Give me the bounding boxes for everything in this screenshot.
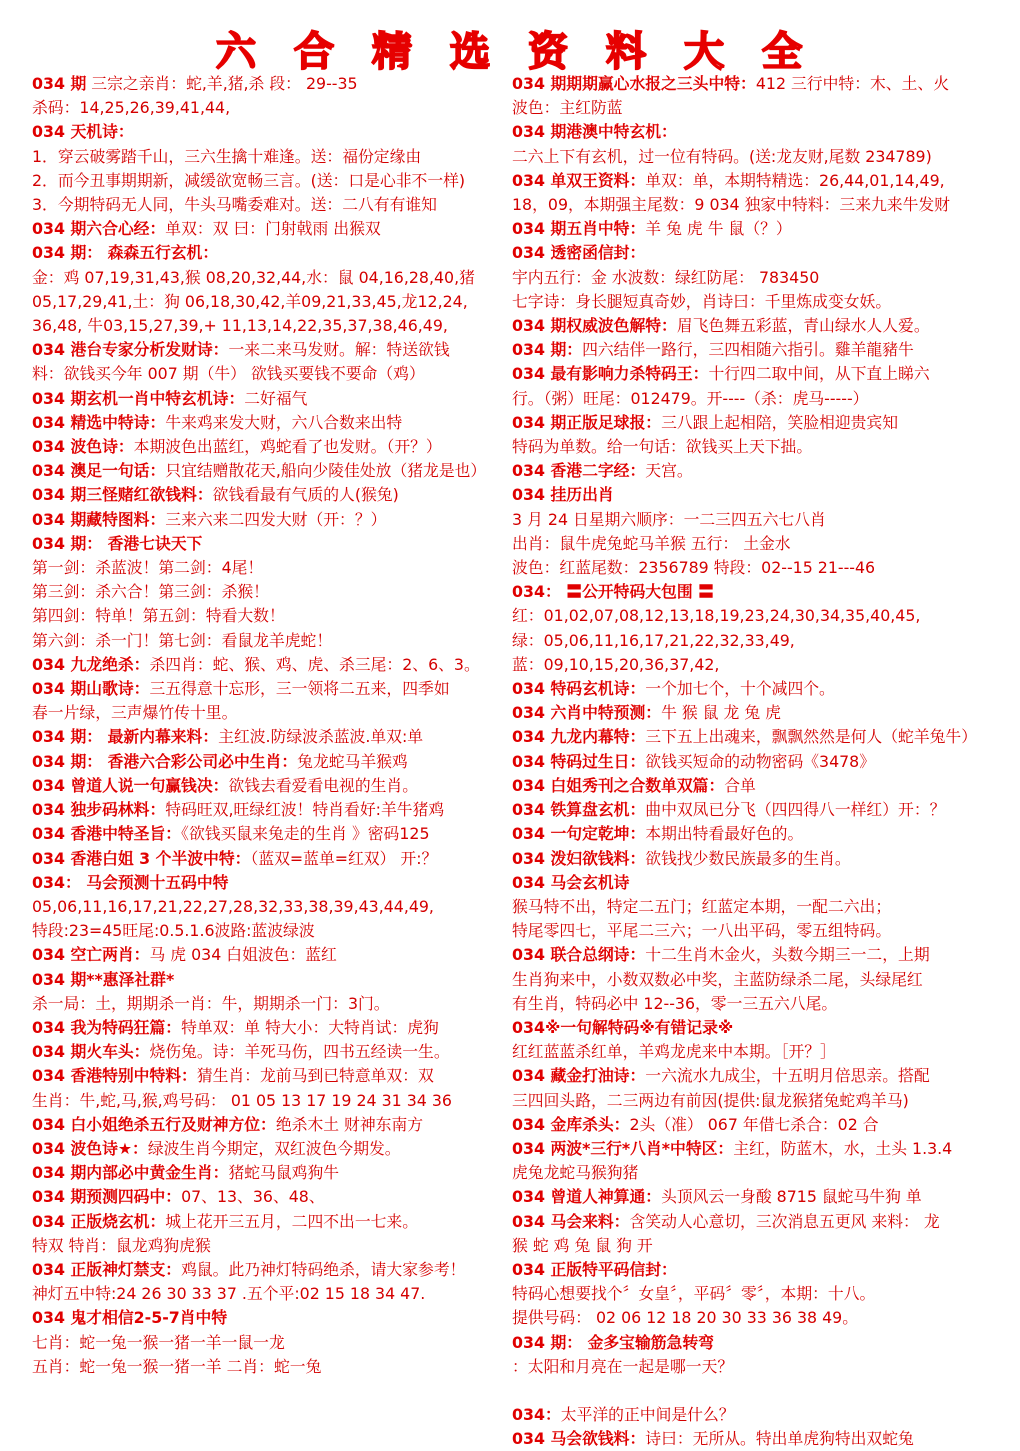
line-text: 412 三行中特：木、土、火 — [755, 74, 949, 93]
line-text: 一个加七个，十个减四个。 — [645, 679, 835, 699]
line-text: 3．今期特码无人同，牛头马嘴委难对。送：二八有有谁知 — [32, 195, 437, 215]
text-line — [32, 217, 524, 241]
line-text: 鸡鼠。此乃神灯特码绝杀，请大家参考！ — [181, 1259, 466, 1279]
text-line — [512, 241, 992, 265]
line-heading: 034 金库杀头： — [512, 1114, 630, 1134]
text-line — [32, 677, 524, 701]
text-line — [512, 459, 992, 483]
text-line — [512, 1427, 992, 1451]
line-text: 牛 猴 鼠 龙 兔 虎 — [661, 703, 781, 723]
line-text: 只宜结赠散花天,船向少陵佳处放（猪龙是也） — [165, 461, 487, 481]
line-heading: 034 一句定乾坤： — [512, 824, 646, 844]
line-heading: 034 九龙绝杀： — [32, 654, 150, 674]
line-text: 特码旺双,旺绿红波！特肖看好:羊牛猪鸡 — [165, 800, 445, 820]
line-text: 羊 兔 虎 牛 鼠（？） — [645, 219, 792, 239]
text-line — [32, 193, 524, 217]
line-text: 1．穿云破雾踏千山，三六生擒十难逢。送：福份定缘由 — [32, 146, 422, 166]
line-heading: 034 挂历出肖 — [512, 485, 614, 505]
text-line — [32, 483, 524, 507]
text-line — [32, 750, 524, 774]
text-line — [512, 847, 992, 871]
text-line — [512, 1306, 992, 1330]
line-text: 牛来鸡来发大财，六八合数来出特 — [165, 412, 403, 432]
line-text: 一六流水九成尘，十五明月倍思亲。搭配 — [645, 1066, 930, 1086]
line-heading: 034 期： 香港六合彩公司必中生肖： — [32, 751, 298, 771]
line-heading: 034 马会欲钱料： — [512, 1429, 646, 1449]
text-line — [512, 266, 992, 290]
line-text: 绝杀木土 财神东南方 — [275, 1114, 424, 1134]
line-heading: 034 马会来料： — [512, 1211, 630, 1231]
line-text: 欲钱买短命的动物密码《3478》 — [645, 751, 876, 771]
text-line — [32, 968, 524, 992]
line-text: 特码为单数。给一句话：欲钱买上天下拙。 — [512, 437, 813, 457]
text-line — [512, 701, 992, 725]
line-text: 诗曰：无所从。特出单虎狗特出双蛇兔 — [645, 1429, 914, 1449]
line-heading: 034 香港二字经： — [512, 461, 646, 481]
line-text: 36,48, 牛03,15,27,39,+ 11,13,14,22,35,37,38,46,49, — [32, 316, 448, 336]
line-text: 特段:23=45旺尾:0.5.1.6波路:蓝波绿波 — [32, 921, 315, 941]
line-text: 主红波.防绿波杀蓝波.单双:单 — [218, 727, 424, 747]
text-line — [512, 1185, 992, 1209]
text-line — [512, 1403, 992, 1427]
text-line — [32, 847, 524, 871]
title-char: 精 — [372, 28, 414, 75]
line-text: 七肖：蛇一兔一猴一猪一羊一鼠一龙 — [32, 1332, 285, 1352]
line-heading: 034 期三怪赌红欲钱料： — [32, 485, 213, 505]
text-line — [512, 145, 992, 169]
line-heading: 034 期港澳中特玄机： — [512, 122, 677, 142]
line-text: 春一片绿，三声爆竹传十里。 — [32, 703, 238, 723]
page-title — [0, 20, 1020, 75]
line-heading: 034 澳足一句话： — [32, 461, 166, 481]
text-line — [32, 992, 524, 1016]
text-line — [32, 1137, 524, 1161]
line-text: 2头（准） 067 年借七杀合：02 合 — [629, 1114, 879, 1134]
text-line — [32, 629, 524, 653]
title-char: 六 — [216, 28, 258, 75]
line-heading: 034 我为特码狂篇： — [32, 1017, 182, 1037]
text-line — [512, 750, 992, 774]
line-heading: 034 期正版足球报： — [512, 412, 662, 432]
line-text: 三八跟上起相陪，笑脸相迎贵宾知 — [661, 412, 899, 432]
text-line — [32, 604, 524, 628]
line-text: 3 月 24 日星期六顺序：一二三四五六七八肖 — [512, 509, 826, 529]
line-heading: 034 鬼才相信2-5-7肖中特 — [32, 1308, 228, 1328]
line-heading: 034 波色诗★： — [32, 1138, 148, 1158]
line-heading: 034 藏金打油诗： — [512, 1066, 646, 1086]
line-heading: 034 期山歌诗： — [32, 679, 150, 699]
text-line — [512, 1355, 992, 1379]
line-heading: 034 期期期赢心水报之三头中特： — [512, 74, 756, 93]
line-text: 三来六来二四发大财（开：？） — [165, 509, 387, 529]
line-heading: 034 最有影响力杀特码王： — [512, 364, 709, 384]
line-text: 十行四二取中间，从下直上睇六 — [708, 364, 930, 384]
line-text: 18，09，本期强主尾数：9 034 独家中特料：三来九来牛发财 — [512, 195, 950, 215]
line-text: 五肖：蛇一兔一猴一猪一羊 二肖：蛇一兔 — [32, 1356, 322, 1376]
text-line — [512, 217, 992, 241]
text-line — [32, 459, 524, 483]
text-line — [512, 193, 992, 217]
line-heading: 034： 〓公开特码大包围 〓 — [512, 582, 714, 602]
text-line — [512, 72, 992, 96]
line-text: 绿波生肖今期定，双红波色今期发。 — [147, 1138, 401, 1158]
text-line — [512, 1331, 992, 1355]
text-line — [32, 556, 524, 580]
text-line — [32, 943, 524, 967]
text-line — [32, 725, 524, 749]
text-line — [32, 1016, 524, 1040]
line-text: 本期出特看最好色的。 — [645, 824, 804, 844]
line-text: 欲钱去看爱看电视的生肖。 — [228, 775, 419, 795]
line-heading: 034 九龙内幕特： — [512, 727, 646, 747]
line-text: 杀码：14,25,26,39,41,44, — [32, 98, 231, 118]
text-line — [32, 1040, 524, 1064]
line-text: 行。（粥）旺尾：012479。开----（杀：虎马-----） — [512, 388, 869, 408]
line-text: 波色：红蓝尾数：2356789 特段：02--15 21---46 — [512, 558, 876, 578]
text-line — [512, 1016, 992, 1040]
text-line — [32, 1210, 524, 1234]
text-line — [512, 968, 992, 992]
text-line — [32, 1089, 524, 1113]
line-text: 欲钱看最有气质的人(猴兔) — [212, 485, 399, 505]
text-line — [32, 387, 524, 411]
text-line — [32, 798, 524, 822]
text-line — [32, 145, 524, 169]
line-text: 一来二来马发财。解：特送欲钱 — [228, 340, 450, 360]
line-text: 第一剑：杀蓝波！第二剑：4尾！ — [32, 558, 264, 578]
line-text: 天宫。 — [645, 461, 693, 481]
text-line — [512, 387, 992, 411]
line-text: 特尾零四七，平尾二三六；一八出平码，零五组特码。 — [512, 921, 892, 941]
line-text: 宇内五行：金 水波数：绿红防尾： 783450 — [512, 267, 820, 287]
title-char: 合 — [294, 28, 336, 75]
text-line — [32, 580, 524, 604]
text-line — [32, 871, 524, 895]
text-line — [512, 653, 992, 677]
line-text: 三五得意十忘形，三一领将二五来，四季如 — [149, 679, 450, 699]
text-line — [32, 362, 524, 386]
text-line — [512, 1379, 992, 1403]
line-heading: 034 期 — [32, 74, 87, 93]
line-text: 十二生肖木金火，头数今期三一二，上期 — [645, 945, 930, 965]
line-heading: 034 期藏特图料： — [32, 509, 166, 529]
line-heading: 034 特码过生日： — [512, 751, 646, 771]
text-line — [512, 629, 992, 653]
line-text: 特单双：单 特大小：大特肖试：虎狗 — [181, 1017, 439, 1037]
line-text: 四六结伴一路行，三四相随六指引。雞羊龍豬牛 — [582, 340, 914, 360]
text-line — [512, 580, 992, 604]
line-text: 特码心想要找个〞女皇〞，平码〞零〞，本期：十八。 — [512, 1284, 876, 1304]
text-line — [32, 1234, 524, 1258]
line-text: 杀一局：土，期期杀一肖：牛，期期杀一门：3门。 — [32, 993, 390, 1013]
line-heading: 034 马会玄机诗 — [512, 872, 630, 892]
line-text: 单双：双 曰：门射戟雨 出猴双 — [165, 219, 381, 239]
line-text: 兔龙蛇马羊猴鸡 — [297, 751, 408, 771]
text-line — [32, 1258, 524, 1282]
text-line — [512, 1282, 992, 1306]
title-char: 全 — [762, 28, 804, 75]
text-line — [512, 943, 992, 967]
line-heading: 034 期： — [512, 340, 583, 360]
line-heading: 034 两波*三行*八肖*中特区： — [512, 1138, 734, 1158]
line-heading: 034 香港中特圣旨： — [32, 824, 182, 844]
line-heading: 034 香港白姐 3 个半波中特： — [32, 848, 251, 868]
line-text: 特双 特肖：鼠龙鸡狗虎猴 — [32, 1235, 211, 1255]
text-line — [32, 266, 524, 290]
line-text: 生肖狗来中，小数双数必中奖，主蓝防绿杀二尾，头绿尾红 — [512, 969, 923, 989]
line-text: 猜生肖：龙前马到已特意单双：双 — [196, 1066, 434, 1086]
text-line — [32, 508, 524, 532]
line-heading: 034 期六合心经： — [32, 219, 166, 239]
line-text: 第六剑：杀一门！第七剑：看鼠龙羊虎蛇！ — [32, 630, 333, 650]
text-line — [32, 411, 524, 435]
line-heading: 034 期玄机一肖中特玄机诗： — [32, 388, 245, 408]
line-text: 二六上下有玄机，过一位有特码。(送:龙友财,尾数 234789) — [512, 146, 932, 166]
line-heading: 034 正版神灯禁支： — [32, 1259, 182, 1279]
line-heading: 034 期权威波色解特： — [512, 316, 677, 336]
line-text: 05,06,11,16,17,21,22,27,28,32,33,38,39,43,44,49, — [32, 896, 434, 916]
line-text: 三下五上出魂来，飘飘然然是何人（蛇羊兔牛） — [645, 727, 978, 747]
line-text: 欲钱找少数民族最多的生肖。 — [645, 848, 851, 868]
line-heading: 034 期**惠泽社群* — [32, 969, 175, 989]
text-line — [32, 1355, 524, 1379]
line-heading: 034 期内部必中黄金生肖： — [32, 1163, 229, 1183]
line-text: 猴马特不出，特定二五门；红蓝定本期，一配二六出； — [512, 896, 892, 916]
line-text: 太平洋的正中间是什么？ — [560, 1404, 735, 1424]
text-line — [512, 604, 992, 628]
line-text: 猪蛇马鼠鸡狗牛 — [228, 1163, 340, 1183]
left-column — [32, 72, 524, 1384]
line-heading: 034 泼妇欲钱料： — [512, 848, 646, 868]
line-heading: 034： — [512, 1404, 561, 1424]
text-line — [32, 169, 524, 193]
text-line — [32, 701, 524, 725]
text-line — [512, 1137, 992, 1161]
line-text: 三四回头路，二三两边有前因(提供:鼠龙猴猪兔蛇鸡羊马) — [512, 1090, 909, 1110]
text-line — [512, 822, 992, 846]
text-line — [512, 1040, 992, 1064]
line-heading: 034 曾道人说一句赢钱决： — [32, 775, 229, 795]
line-text: 三宗之亲肖：蛇,羊,猪,杀 段： 29--35 — [86, 74, 358, 93]
line-text: 猴 蛇 鸡 兔 鼠 狗 开 — [512, 1235, 653, 1255]
text-line — [512, 1113, 992, 1137]
line-heading: 034 期火车头： — [32, 1042, 150, 1062]
line-heading: 034 期五肖中特： — [512, 219, 646, 239]
line-text: （蓝双=蓝单=红双） 开:？ — [250, 848, 438, 868]
title-char: 大 — [684, 28, 726, 75]
text-line — [512, 725, 992, 749]
text-line — [512, 120, 992, 144]
title-char: 料 — [606, 28, 648, 75]
text-line — [512, 532, 992, 556]
text-line — [512, 96, 992, 120]
line-text: 合单 — [724, 775, 756, 795]
text-line — [512, 1064, 992, 1088]
text-line — [512, 1210, 992, 1234]
text-line — [512, 895, 992, 919]
line-text: 七字诗：身长腿短真奇妙，肖诗曰：千里炼成变女妖。 — [512, 291, 892, 311]
line-heading: 034 独步码林料： — [32, 800, 166, 820]
line-heading: 034 白姐秀刊之合数单双篇： — [512, 775, 725, 795]
line-text: 城上花开三五月，二四不出一七来。 — [165, 1211, 419, 1231]
line-text: 蓝：09,10,15,20,36,37,42, — [512, 654, 720, 674]
line-text: 含笑动人心意切，三次消息五更风 来料： 龙 — [629, 1211, 940, 1231]
text-line — [512, 411, 992, 435]
line-heading: 034 特码玄机诗： — [512, 679, 646, 699]
line-text: 绿：05,06,11,16,17,21,22,32,33,49, — [512, 630, 795, 650]
right-column — [512, 72, 992, 1449]
line-text: 第四剑：特单！第五剑：特看大数！ — [32, 606, 285, 626]
text-line — [512, 1258, 992, 1282]
line-text: ：太阳和月亮在一起是哪一天？ — [512, 1356, 734, 1376]
line-heading: 034 白小姐绝杀五行及财神方位： — [32, 1114, 276, 1134]
text-line — [32, 120, 524, 144]
line-text: 本期波色出蓝红，鸡蛇看了也发财。（开？） — [133, 437, 442, 457]
text-line — [32, 532, 524, 556]
line-heading: 034 透密函信封： — [512, 243, 646, 263]
line-heading: 034 香港特别中特料： — [32, 1066, 197, 1086]
text-line — [32, 241, 524, 265]
text-line — [512, 774, 992, 798]
line-heading: 034 空亡两肖： — [32, 945, 150, 965]
line-text: 单双：单，本期特精选：26,44,01,14,49, — [645, 170, 945, 190]
text-line — [32, 1282, 524, 1306]
line-text: 红红蓝蓝杀红单，羊鸡龙虎来中本期。［开？］ — [512, 1042, 836, 1062]
line-text: 有生肖，特码必中 12--36，零一三五六八尾。 — [512, 993, 838, 1013]
text-line — [32, 72, 524, 96]
text-line — [512, 1089, 992, 1113]
line-text: 出肖：鼠牛虎兔蛇马羊猴 五行： 土金水 — [512, 533, 791, 553]
text-line — [512, 314, 992, 338]
text-line — [512, 1234, 992, 1258]
text-line — [32, 822, 524, 846]
text-line — [32, 919, 524, 943]
line-text: 2．而今丑事期期新，减缓欲宽畅三言。(送：口是心非不一样) — [32, 170, 466, 190]
line-heading: 034 正版特平码信封： — [512, 1259, 677, 1279]
line-text: 红：01,02,07,08,12,13,18,19,23,24,30,34,35,40,45, — [512, 606, 921, 626]
line-heading: 034 天机诗： — [32, 122, 134, 142]
text-line — [32, 290, 524, 314]
line-text: 眉飞色舞五彩蓝，青山绿水人人爱。 — [676, 316, 930, 336]
line-heading: 034 波色诗： — [32, 437, 134, 457]
text-line — [512, 290, 992, 314]
text-line — [512, 871, 992, 895]
line-text: 神灯五中特:24 26 30 33 37 .五个平:02 15 18 34 47. — [32, 1284, 426, 1304]
line-text: 马 虎 034 白姐波色：蓝红 — [149, 945, 337, 965]
text-line — [512, 338, 992, 362]
title-char: 选 — [450, 28, 492, 75]
text-line — [512, 556, 992, 580]
text-line — [512, 362, 992, 386]
line-text: 料：欲钱买今年 007 期（牛） 欲钱买要钱不要命（鸡） — [32, 364, 425, 384]
line-text: 二好福气 — [244, 388, 308, 408]
line-heading: 034 期： 香港七诀天下 — [32, 533, 203, 553]
text-line — [32, 1113, 524, 1137]
text-line — [512, 919, 992, 943]
line-heading: 034： 马会预测十五码中特 — [32, 872, 229, 892]
line-heading: 034 正版烧玄机： — [32, 1211, 166, 1231]
line-text: 07、13、36、48、 — [181, 1187, 325, 1207]
text-line — [32, 1306, 524, 1330]
line-text: 杀四肖：蛇、猴、鸡、虎、杀三尾：2、6、3。 — [149, 654, 480, 674]
line-heading: 034 联合总纲诗： — [512, 945, 646, 965]
line-heading: 034 期： 金多宝输筋急转弯 — [512, 1332, 714, 1352]
line-text: 第三剑：杀六合！第三剑：杀猴！ — [32, 582, 269, 602]
line-heading: 034※一句解特码※有错记录※ — [512, 1017, 734, 1037]
text-line — [512, 1161, 992, 1185]
line-heading: 034 单双王资料： — [512, 170, 646, 190]
text-line — [512, 677, 992, 701]
text-line — [32, 96, 524, 120]
line-text: 提供号码： 02 06 12 18 20 30 33 36 38 49。 — [512, 1308, 859, 1328]
line-heading: 034 曾道人神算通： — [512, 1187, 662, 1207]
text-line — [512, 992, 992, 1016]
line-heading: 034 期： 最新内幕来料： — [32, 727, 219, 747]
text-line — [32, 338, 524, 362]
text-line — [512, 435, 992, 459]
text-line — [512, 798, 992, 822]
line-text: 烧伤兔。诗：羊死马伤，四书五经读一生。 — [149, 1042, 450, 1062]
text-line — [512, 169, 992, 193]
text-line — [32, 1185, 524, 1209]
text-line — [512, 483, 992, 507]
line-heading: 034 港台专家分析发财诗： — [32, 340, 229, 360]
line-text: 金：鸡 07,19,31,43,猴 08,20,32,44,水：鼠 04,16,28,40,猪 — [32, 267, 475, 287]
line-text: 主红，防蓝木，水，土头 1.3.4 — [733, 1138, 953, 1158]
text-line — [32, 653, 524, 677]
line-text: 头顶风云一身酸 8715 鼠蛇马牛狗 单 — [661, 1187, 922, 1207]
line-text: 《欲钱买鼠来兔走的生肖 》密码125 — [181, 824, 430, 844]
line-text: 生肖：牛,蛇,马,猴,鸡号码： 01 05 13 17 19 24 31 34 36 — [32, 1090, 452, 1110]
text-line — [32, 1331, 524, 1355]
line-heading: 034 铁算盘玄机： — [512, 800, 646, 820]
text-line — [32, 314, 524, 338]
line-text: 曲中双凤已分飞（四四得八一样红）开：？ — [645, 800, 946, 820]
text-line — [512, 508, 992, 532]
text-line — [32, 1161, 524, 1185]
text-line — [32, 774, 524, 798]
line-text: 虎兔龙蛇马猴狗猪 — [512, 1163, 639, 1183]
text-line — [32, 895, 524, 919]
line-text: 05,17,29,41,土：狗 06,18,30,42,羊09,21,33,45,龙12,24, — [32, 291, 468, 311]
title-char: 资 — [528, 28, 570, 75]
line-heading: 034 六肖中特预测： — [512, 703, 662, 723]
text-line — [32, 435, 524, 459]
line-heading: 034 期： 森森五行玄机： — [32, 243, 219, 263]
line-heading: 034 期预测四码中： — [32, 1187, 182, 1207]
line-heading: 034 精选中特诗： — [32, 412, 166, 432]
line-text: 波色：主红防蓝 — [512, 98, 623, 118]
text-line — [32, 1064, 524, 1088]
